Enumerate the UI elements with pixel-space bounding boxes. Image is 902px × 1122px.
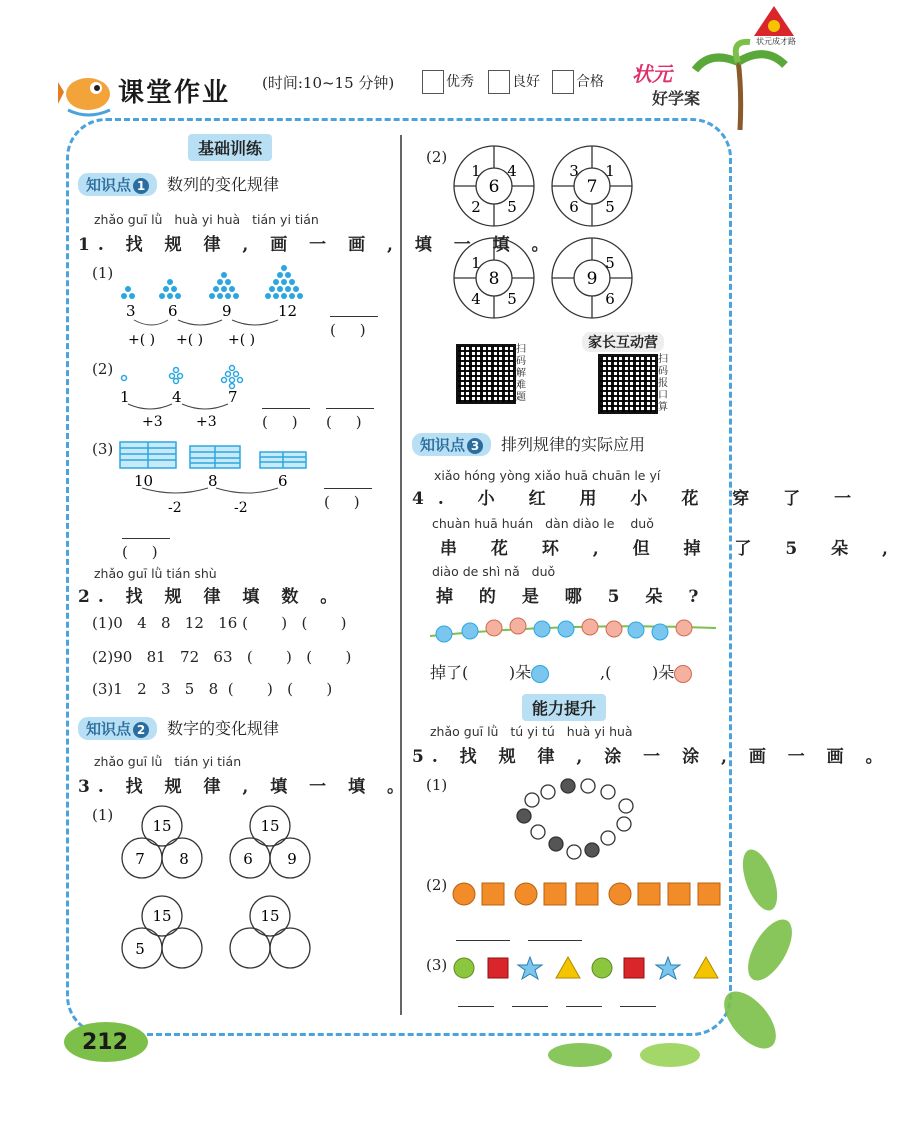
grade-excellent[interactable]: 优秀 xyxy=(422,70,474,94)
q1-part3-answer-1[interactable]: ( ) xyxy=(324,474,372,511)
q5-part3-label: (3) xyxy=(426,956,448,974)
q5-text: 5. 找 规 律 , 涂 一 涂 , 画 一 画 。 xyxy=(412,747,891,767)
page-number: 212 xyxy=(82,1030,128,1055)
q4-line-3: 掉 的 是 哪 5 朵 ? xyxy=(436,587,709,607)
knowledge-point-1: 知识点 1 数列的变化规律 xyxy=(78,172,279,196)
q2-row-2[interactable]: (2)90 81 72 63 ( ) ( ) xyxy=(92,648,352,666)
svg-text:1: 1 xyxy=(120,388,130,406)
q3-text: 3. 找 规 律 , 填 一 填 。 xyxy=(78,777,413,797)
qr-code-2[interactable] xyxy=(598,354,658,414)
q5-part1-label: (1) xyxy=(426,776,448,794)
q1-text: 1. 找 规 律 , 画 一 画 , 填 一 填 。 xyxy=(78,235,557,255)
grade-good[interactable]: 良好 xyxy=(488,70,540,94)
svg-text:6: 6 xyxy=(488,177,500,197)
qr-note-1: 扫码解难题 xyxy=(516,344,526,403)
svg-text:6: 6 xyxy=(569,198,579,216)
svg-text:5: 5 xyxy=(605,198,615,216)
seq-number: 6 xyxy=(168,302,178,320)
op-label: +( ) xyxy=(176,332,204,348)
pink-flower-icon xyxy=(674,665,692,683)
svg-text:-2: -2 xyxy=(168,500,182,516)
svg-text:4: 4 xyxy=(471,290,481,308)
q4-line-1: 4. 小 红 用 小 花 穿 了 一 xyxy=(412,489,866,509)
svg-text:4: 4 xyxy=(172,388,182,406)
dot-triangles xyxy=(118,262,318,304)
svg-text:+3: +3 xyxy=(142,414,163,430)
svg-text:8: 8 xyxy=(488,269,500,289)
svg-text:5: 5 xyxy=(507,198,517,216)
svg-text:-2: -2 xyxy=(234,500,248,516)
seq-number: 12 xyxy=(278,302,298,320)
q3-pinyin: zhǎo guī lǜ tián yi tián xyxy=(94,754,242,769)
svg-text:1: 1 xyxy=(605,162,615,180)
q5-part2-blank-1[interactable] xyxy=(456,940,510,941)
q3-part1-label: (1) xyxy=(92,806,114,824)
seq-number: 9 xyxy=(222,302,232,320)
svg-text:1: 1 xyxy=(471,162,481,180)
q4-answer-blue[interactable]: 掉了( )朵 xyxy=(430,660,549,683)
q1-part3-answer-2[interactable]: ( ) xyxy=(122,524,170,561)
q1-part1-answer[interactable]: ( ) xyxy=(330,302,378,339)
q5-part2-label: (2) xyxy=(426,876,448,894)
section-ability: 能力提升 xyxy=(522,694,606,721)
svg-text:7: 7 xyxy=(228,388,238,406)
q4-answer-pink[interactable]: ,( )朵 xyxy=(600,660,692,683)
grade-pass[interactable]: 合格 xyxy=(552,70,604,94)
q2-pinyin: zhǎo guī lǜ tián shù xyxy=(94,566,217,581)
q2-row-1[interactable]: (1)0 4 8 12 16 ( ) ( ) xyxy=(92,614,347,632)
q1-part2-label: (2) xyxy=(92,360,114,378)
q1-part1-sequence xyxy=(118,302,318,352)
q1-part1-label: (1) xyxy=(92,264,114,282)
circle-number: 5 xyxy=(135,940,145,958)
q1-part2-answer-2[interactable]: ( ) xyxy=(326,394,374,431)
op-label: +( ) xyxy=(228,332,256,348)
brand-name: 状元 xyxy=(632,62,672,86)
leaves-decoration xyxy=(520,840,800,1080)
q1-part2-figure xyxy=(116,364,256,430)
q5-pinyin: zhǎo guī lǜ tú yi tú huà yi huà xyxy=(430,724,633,739)
number-wheels xyxy=(450,142,640,322)
svg-text:8: 8 xyxy=(208,472,218,490)
q4-pinyin-2: chuàn huā huán dàn diào le duǒ xyxy=(432,516,654,531)
svg-text:2: 2 xyxy=(471,198,481,216)
q1-pinyin: zhǎo guī lǜ huà yi huà tián yi tián xyxy=(94,212,319,227)
q4-pinyin-1: xiǎo hóng yòng xiǎo huā chuān le yí xyxy=(434,468,661,483)
svg-text:1: 1 xyxy=(471,254,481,272)
q4-pinyin-3: diào de shì nǎ duǒ xyxy=(432,564,556,579)
svg-text:+3: +3 xyxy=(196,414,217,430)
seq-number: 3 xyxy=(126,302,136,320)
q2-text: 2. 找 规 律 填 数 。 xyxy=(78,587,346,607)
circle-number: 6 xyxy=(243,850,253,868)
op-label: +( ) xyxy=(128,332,156,348)
q1-part2-answer-1[interactable]: ( ) xyxy=(262,394,310,431)
palm-tree-illustration xyxy=(690,40,790,130)
corner-logo-text: 状元成才路 xyxy=(756,37,796,46)
knowledge-point-2: 知识点 2 数字的变化规律 xyxy=(78,716,279,740)
time-note: (时间:10~15 分钟) xyxy=(262,74,395,92)
q3-part2-label: (2) xyxy=(426,148,448,166)
blue-flower-icon xyxy=(531,665,549,683)
q1-part3-label: (3) xyxy=(92,440,114,458)
knowledge-point-3: 知识点 3 排列规律的实际应用 xyxy=(412,432,645,456)
q1-part3-figure xyxy=(118,440,318,516)
circle-number: 8 xyxy=(179,850,189,868)
flower-garland xyxy=(428,612,718,652)
circle-number: 15 xyxy=(152,817,172,835)
section-basic-training: 基础训练 xyxy=(188,134,272,161)
q5-part3-blank-1[interactable] xyxy=(458,1006,494,1007)
circle-number: 9 xyxy=(287,850,297,868)
parent-interaction-title: 家长互动营 xyxy=(582,332,664,352)
q4-line-2: 串 花 环 , 但 掉 了 5 朵 , xyxy=(440,539,902,559)
svg-text:3: 3 xyxy=(569,162,579,180)
column-divider xyxy=(400,135,402,1015)
circle-number: 15 xyxy=(260,817,280,835)
svg-text:6: 6 xyxy=(605,290,615,308)
svg-text:9: 9 xyxy=(586,269,598,289)
svg-text:5: 5 xyxy=(507,290,517,308)
circle-groups xyxy=(110,800,330,980)
svg-text:5: 5 xyxy=(605,254,615,272)
page-title: 课堂作业 xyxy=(118,78,231,108)
qr-code-1[interactable] xyxy=(456,344,516,404)
circle-number: 15 xyxy=(152,907,172,925)
q2-row-3[interactable]: (3)1 2 3 5 8 ( ) ( ) xyxy=(92,680,333,698)
brand-subtitle: 好学案 xyxy=(652,89,701,108)
svg-text:10: 10 xyxy=(134,472,154,490)
circle-number: 15 xyxy=(260,907,280,925)
svg-text:6: 6 xyxy=(278,472,288,490)
qr-note-2: 扫码报口算 xyxy=(658,354,668,413)
svg-text:4: 4 xyxy=(507,162,517,180)
cartoon-fish-logo xyxy=(58,62,120,120)
circle-number: 7 xyxy=(135,850,145,868)
svg-text:7: 7 xyxy=(586,177,598,197)
